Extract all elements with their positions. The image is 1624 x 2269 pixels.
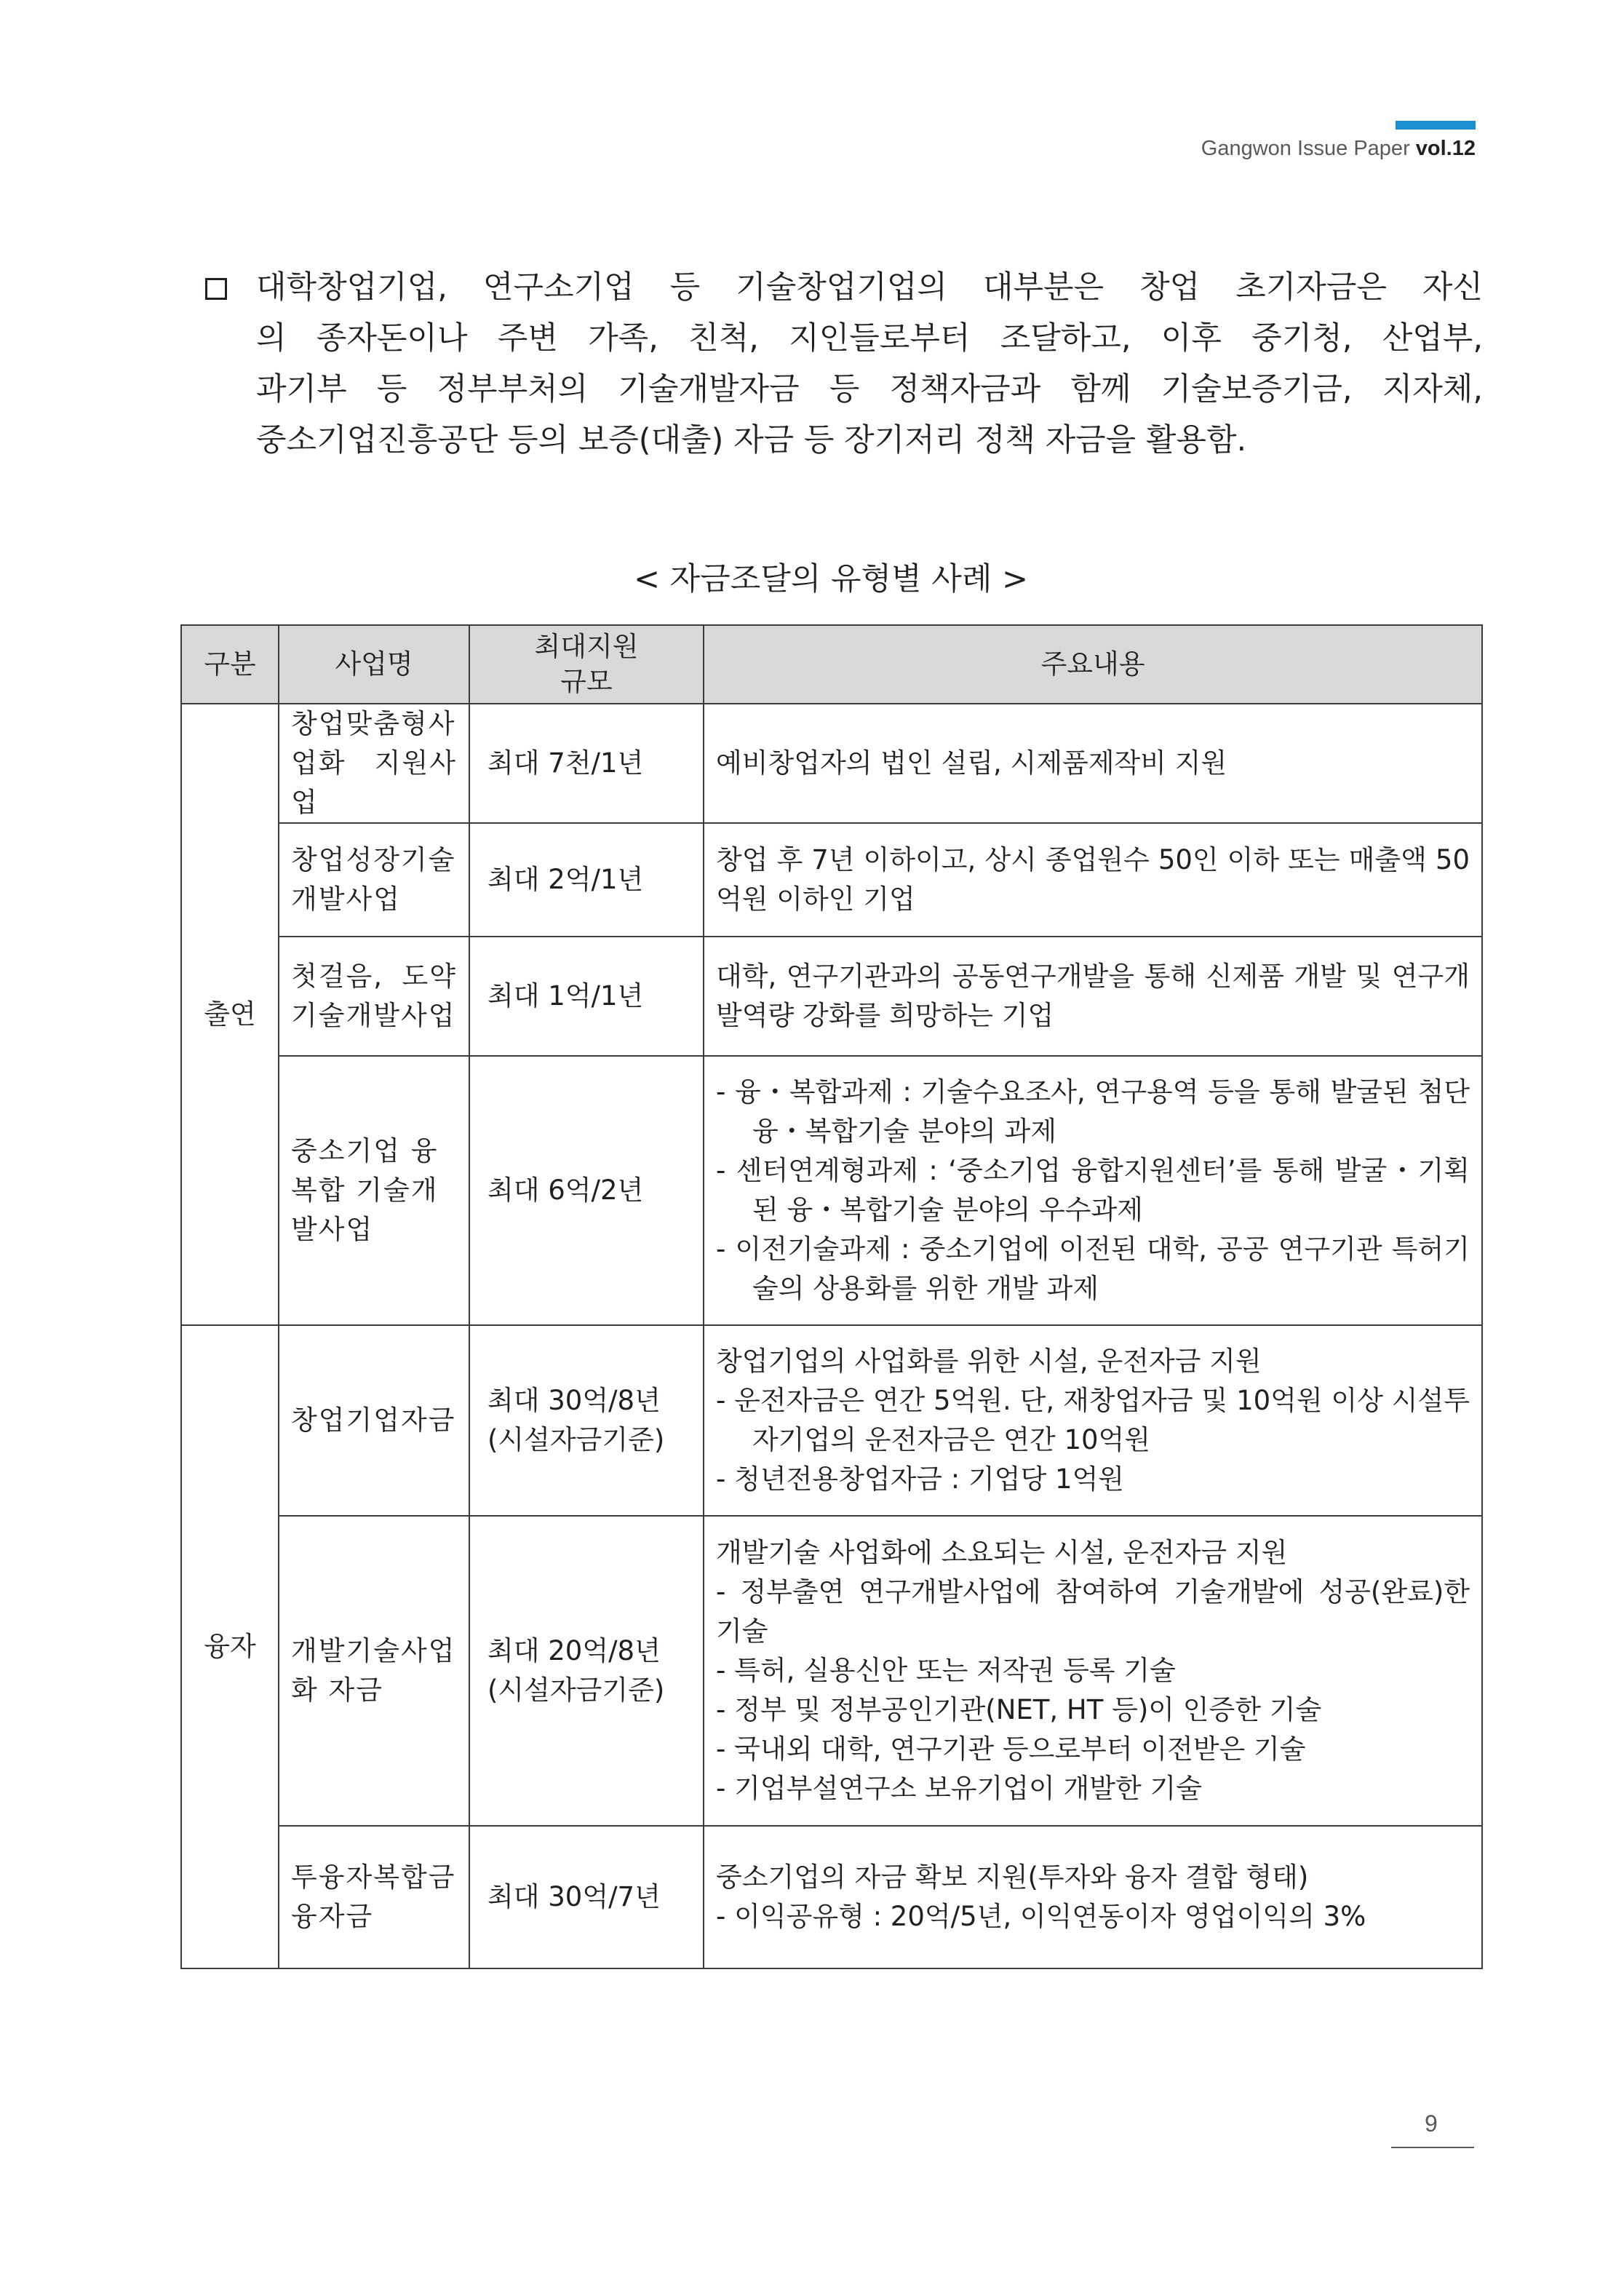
intro-paragraph [205, 262, 1483, 466]
description-item: - 운전자금은 연간 5억원. 단, 재창업자금 및 10억원 이상 시설투자기업의 운전자금은 연간 10억원 [716, 1385, 1470, 1455]
description [704, 1325, 1482, 1516]
max-support-amount: 최대 30억/8년 [487, 1385, 661, 1416]
description-lead: 창업 후 7년 이하이고, 상시 종업원수 50인 이하 또는 매출액 50억원 이하인 기업 [716, 844, 1470, 915]
header-program-name: 사업명 [279, 625, 469, 704]
description-list [716, 1381, 1470, 1499]
description [704, 1516, 1482, 1826]
table-row [181, 1325, 1482, 1516]
description [704, 823, 1482, 937]
description-item: - 정부 및 정부공인기관(NET, HT 등)이 인증한 기술 [716, 1694, 1322, 1725]
max-support: 최대 7천/1년 [469, 704, 704, 823]
description-list [716, 1073, 1470, 1308]
description-lead: 중소기업의 자금 확보 지원(투자와 융자 결합 형태) [716, 1861, 1309, 1893]
program-name: 투융자복합금융자금 [279, 1826, 469, 1968]
description [704, 704, 1482, 823]
program-name: 개발기술사업화 자금 [279, 1516, 469, 1826]
header-description: 주요내용 [704, 625, 1482, 704]
description-lead: 대학, 연구기관과의 공동연구개발을 통해 신제품 개발 및 연구개발역량 강화를 희망하는 기업 [716, 961, 1470, 1031]
paragraph-line: 대학창업기업, 연구소기업 등 기술창업기업의 대부분은 창업 초기자금은 자신 [256, 269, 1483, 306]
paragraph-line: 중소기업진흥공단 등의 보증(대출) 자금 등 장기저리 정책 자금을 활용함. [256, 422, 1247, 458]
description-lead: 예비창업자의 법인 설립, 시제품제작비 지원 [716, 747, 1227, 779]
program-name: 중소기업 융복합 기술개발사업 [279, 1056, 469, 1325]
checkbox-bullet-icon [205, 278, 227, 300]
description-item: - 기업부설연구소 보유기업이 개발한 기술 [716, 1773, 1203, 1804]
funding-cases-table [180, 624, 1483, 1969]
description-lead: 개발기술 사업화에 소요되는 시설, 운전자금 지원 [716, 1537, 1288, 1568]
paragraph-line: 의 종자돈이나 주변 가족, 친척, 지인들로부터 조달하고, 이후 중기청, 산업부, [256, 320, 1483, 357]
description-item: - 정부출연 연구개발사업에 참여하여 기술개발에 성공(완료)한 기술 [716, 1576, 1470, 1647]
description [704, 1056, 1482, 1325]
header-max-support: 최대지원 규모 [469, 625, 704, 704]
publication-name: Gangwon Issue Paper [1201, 137, 1416, 160]
running-header [1201, 137, 1476, 161]
table-caption: < 자금조달의 유형별 사례 > [633, 561, 1029, 597]
program-name: 첫걸음, 도약 기술개발사업 [279, 937, 469, 1056]
max-support [469, 1516, 704, 1826]
description-item: - 융・복합과제 : 기술수요조사, 연구용역 등을 통해 발굴된 첨단 융・복합기술 분야의 과제 [716, 1076, 1470, 1147]
description [704, 1826, 1482, 1968]
table-row [181, 1056, 1482, 1325]
max-support-note: (시설자금기준) [487, 1424, 665, 1455]
description-item: - 이익공유형 : 20억/5년, 이익연동이자 영업이익의 3% [716, 1901, 1366, 1932]
max-support: 최대 6억/2년 [469, 1056, 704, 1325]
max-support [469, 1325, 704, 1516]
description-lead: 창업기업의 사업화를 위한 시설, 운전자금 지원 [716, 1346, 1262, 1377]
table-row [181, 823, 1482, 937]
page-number-rule [1391, 2147, 1474, 2148]
table-row [181, 1826, 1482, 1968]
table-row [181, 937, 1482, 1056]
max-support: 최대 2억/1년 [469, 823, 704, 937]
description-item: - 센터연계형과제 : ‘중소기업 융합지원센터’를 통해 발굴・기획된 융・복합기술 분야의 우수과제 [716, 1155, 1470, 1225]
page-number: 9 [1425, 2110, 1438, 2137]
program-name: 창업기업자금 [279, 1325, 469, 1516]
max-support: 최대 1억/1년 [469, 937, 704, 1056]
max-support-note: (시설자금기준) [487, 1674, 665, 1706]
max-support-amount: 최대 20억/8년 [487, 1635, 661, 1666]
description-item: - 국내외 대학, 연구기관 등으로부터 이전받은 기술 [716, 1733, 1306, 1765]
header-accent-bar [1396, 121, 1476, 130]
description-item: - 청년전용창업자금 : 기업당 1억원 [716, 1463, 1125, 1495]
category-grant: 출연 [181, 704, 279, 1325]
program-name: 창업맞춤형사업화 지원사업 [279, 704, 469, 823]
description-list [716, 1573, 1470, 1808]
table-header-row [181, 625, 1482, 704]
volume-label: vol.12 [1415, 137, 1476, 160]
table-row [181, 1516, 1482, 1826]
max-support: 최대 30억/7년 [469, 1826, 704, 1968]
description-item: - 특허, 실용신안 또는 저작권 등록 기술 [716, 1655, 1176, 1686]
description-item: - 이전기술과제 : 중소기업에 이전된 대학, 공공 연구기관 특허기술의 상용화를 위한 개발 과제 [716, 1233, 1470, 1304]
program-name: 창업성장기술개발사업 [279, 823, 469, 937]
category-loan: 융자 [181, 1325, 279, 1968]
paragraph-line: 과기부 등 정부부처의 기술개발자금 등 정책자금과 함께 기술보증기금, 지자체, [256, 371, 1483, 408]
table-row [181, 704, 1482, 823]
header-category: 구분 [181, 625, 279, 704]
description [704, 937, 1482, 1056]
description-list [716, 1897, 1470, 1936]
